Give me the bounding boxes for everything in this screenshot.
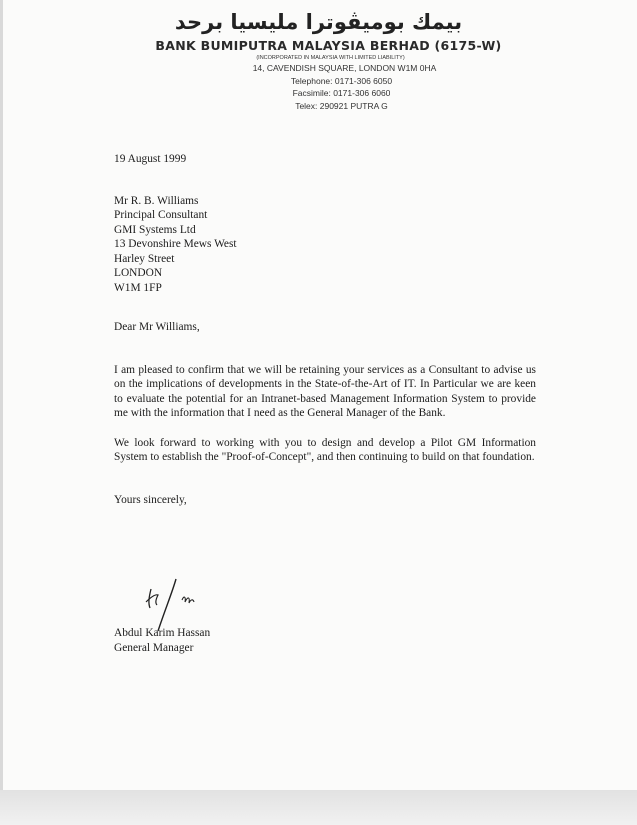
recipient-line: W1M 1FP [114, 281, 162, 294]
bank-facsimile: Facsimile: 0171-306 6060 [292, 88, 391, 98]
recipient-line: GMI Systems Ltd [114, 223, 196, 236]
closing: Yours sincerely, [114, 493, 187, 506]
letter-date: 19 August 1999 [114, 153, 187, 165]
signer-name: Abdul Karim Hassan [114, 627, 211, 639]
recipient-line: Mr R. B. Williams [114, 194, 199, 207]
bank-telex: Telex: 290921 PUTRA G [295, 100, 388, 111]
bank-telephone: Telephone: 0171-306 6050 [290, 75, 393, 86]
incorporation-note: (INCORPORATED IN MALAYSIA WITH LIMITED LIABILITY) [256, 55, 405, 61]
scan-bottom-margin [0, 790, 637, 825]
bank-name: BANK BUMIPUTRA MALAYSIA BERHAD (6175-W) [155, 38, 502, 53]
signer-title: General Manager [114, 641, 194, 654]
recipient-line: Harley Street [114, 252, 175, 265]
bank-name-jawi: بيمك بوميڤوترا مليسيا برحد [174, 10, 463, 34]
letterhead [0, 8, 637, 112]
body-paragraph: We look forward to working with you to design and develop a Pilot GM Information System to establish the "Proof-of-Concept", and then continuing to build on that foundation. [114, 436, 536, 463]
letter-body [114, 152, 536, 507]
bank-address: 14, CAVENDISH SQUARE, LONDON W1M 0HA [252, 63, 437, 73]
salutation: Dear Mr Williams, [114, 321, 200, 333]
recipient-line: LONDON [114, 267, 163, 279]
recipient-line: Principal Consultant [114, 209, 208, 221]
signer-block [114, 626, 210, 655]
page-edge [0, 0, 3, 790]
recipient-line: 13 Devonshire Mews West [114, 238, 237, 250]
body-paragraph: I am pleased to confirm that we will be retaining your services as a Consultant to advise us on the implications of developments in the State-of-the-Art of IT. In Particular we are keen to evaluate the potential for an Intranet-based Management Information System to provide me with the information that I need as the General Manager of the Bank. [114, 363, 536, 419]
recipient-address [114, 194, 536, 296]
